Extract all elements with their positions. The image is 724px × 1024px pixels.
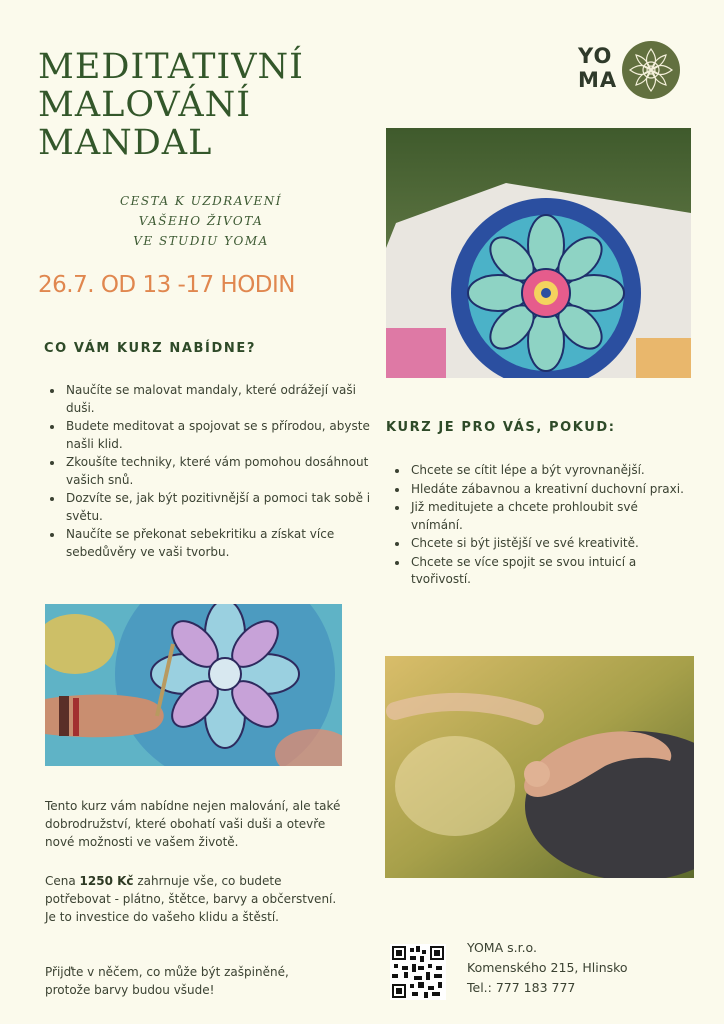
title-line-1: MEDITATIVNÍ bbox=[38, 47, 304, 87]
logo-line-2: MA bbox=[578, 68, 618, 92]
list-item: • Již meditujete a chcete prohloubit své vnímání. bbox=[409, 499, 689, 534]
list-item: • Chcete se cítit lépe a být vyrovnanější. bbox=[409, 462, 689, 480]
title-line-2: MALOVÁNÍ bbox=[38, 85, 252, 125]
list-item: • Budete meditovat a spojovat se s přírodou, abyste našli klid. bbox=[64, 418, 374, 453]
list-item: • Dozvíte se, jak být pozitivnější a pomoci tak sobě i světu. bbox=[64, 490, 374, 525]
price-amount: 1250 Kč bbox=[79, 874, 134, 888]
price-suffix: zahrnuje vše, co budete potřebovat - plátno, štětce, barvy a občerstvení. Je to investice do vašeho klidu a štěstí. bbox=[45, 874, 337, 924]
list-item: • Naučíte se překonat sebekritiku a získat více sebedůvěry ve vaši tvorbu. bbox=[64, 526, 374, 561]
subtitle-line-2: VAŠEHO ŽIVOTA bbox=[138, 214, 264, 228]
list-item: • Naučíte se malovat mandaly, které odrážejí vaši duši. bbox=[64, 382, 374, 417]
price-prefix: Cena bbox=[45, 874, 80, 888]
painting-hand-photo bbox=[45, 604, 342, 766]
company-name: YOMA s.r.o. bbox=[467, 940, 537, 955]
meditation-hand-photo bbox=[385, 656, 694, 878]
phone[interactable]: Tel.: 777 183 777 bbox=[467, 980, 576, 995]
logo-wordmark bbox=[578, 44, 622, 92]
price-text bbox=[45, 872, 345, 926]
offer-list bbox=[44, 382, 374, 562]
title-line-3: MANDAL bbox=[38, 123, 213, 163]
subtitle-line-1: CESTA K UZDRAVENÍ bbox=[119, 194, 283, 208]
list-item: • Zkoušíte techniky, které vám pomohou dosáhnout vašich snů. bbox=[64, 454, 374, 489]
description-text: Tento kurz vám nabídne nejen malování, ale také dobrodružství, které obohatí vaši duši a otevře nové možnosti ve vašem životě. bbox=[45, 799, 341, 849]
list-item: • Chcete si být jistější ve své kreativitě. bbox=[409, 535, 689, 553]
subtitle-line-3: VE STUDIU YOMA bbox=[133, 234, 269, 248]
lotus-mandala-icon bbox=[622, 41, 680, 99]
logo-line-1: YO bbox=[578, 44, 613, 68]
audience-heading: KURZ JE PRO VÁS, POKUD: bbox=[386, 420, 616, 435]
address: Komenského 215, Hlinsko bbox=[467, 960, 628, 975]
note-text: Přijďte v něčem, co může být zašpiněné, protože barvy budou všude! bbox=[45, 965, 289, 997]
page-title bbox=[38, 48, 368, 162]
event-date: 26.7. OD 13 -17 HODIN bbox=[38, 272, 296, 298]
qr-code[interactable] bbox=[390, 944, 446, 1000]
list-item: • Chcete se více spojit se svou intuicí a tvořivostí. bbox=[409, 554, 689, 589]
audience-list bbox=[389, 462, 689, 590]
list-item: • Hledáte zábavnou a kreativní duchovní praxi. bbox=[409, 481, 689, 499]
subtitle bbox=[86, 191, 316, 251]
offer-heading: CO VÁM KURZ NABÍDNE? bbox=[44, 341, 256, 356]
mandala-canvas-photo bbox=[386, 128, 691, 378]
contact-block bbox=[467, 938, 628, 998]
